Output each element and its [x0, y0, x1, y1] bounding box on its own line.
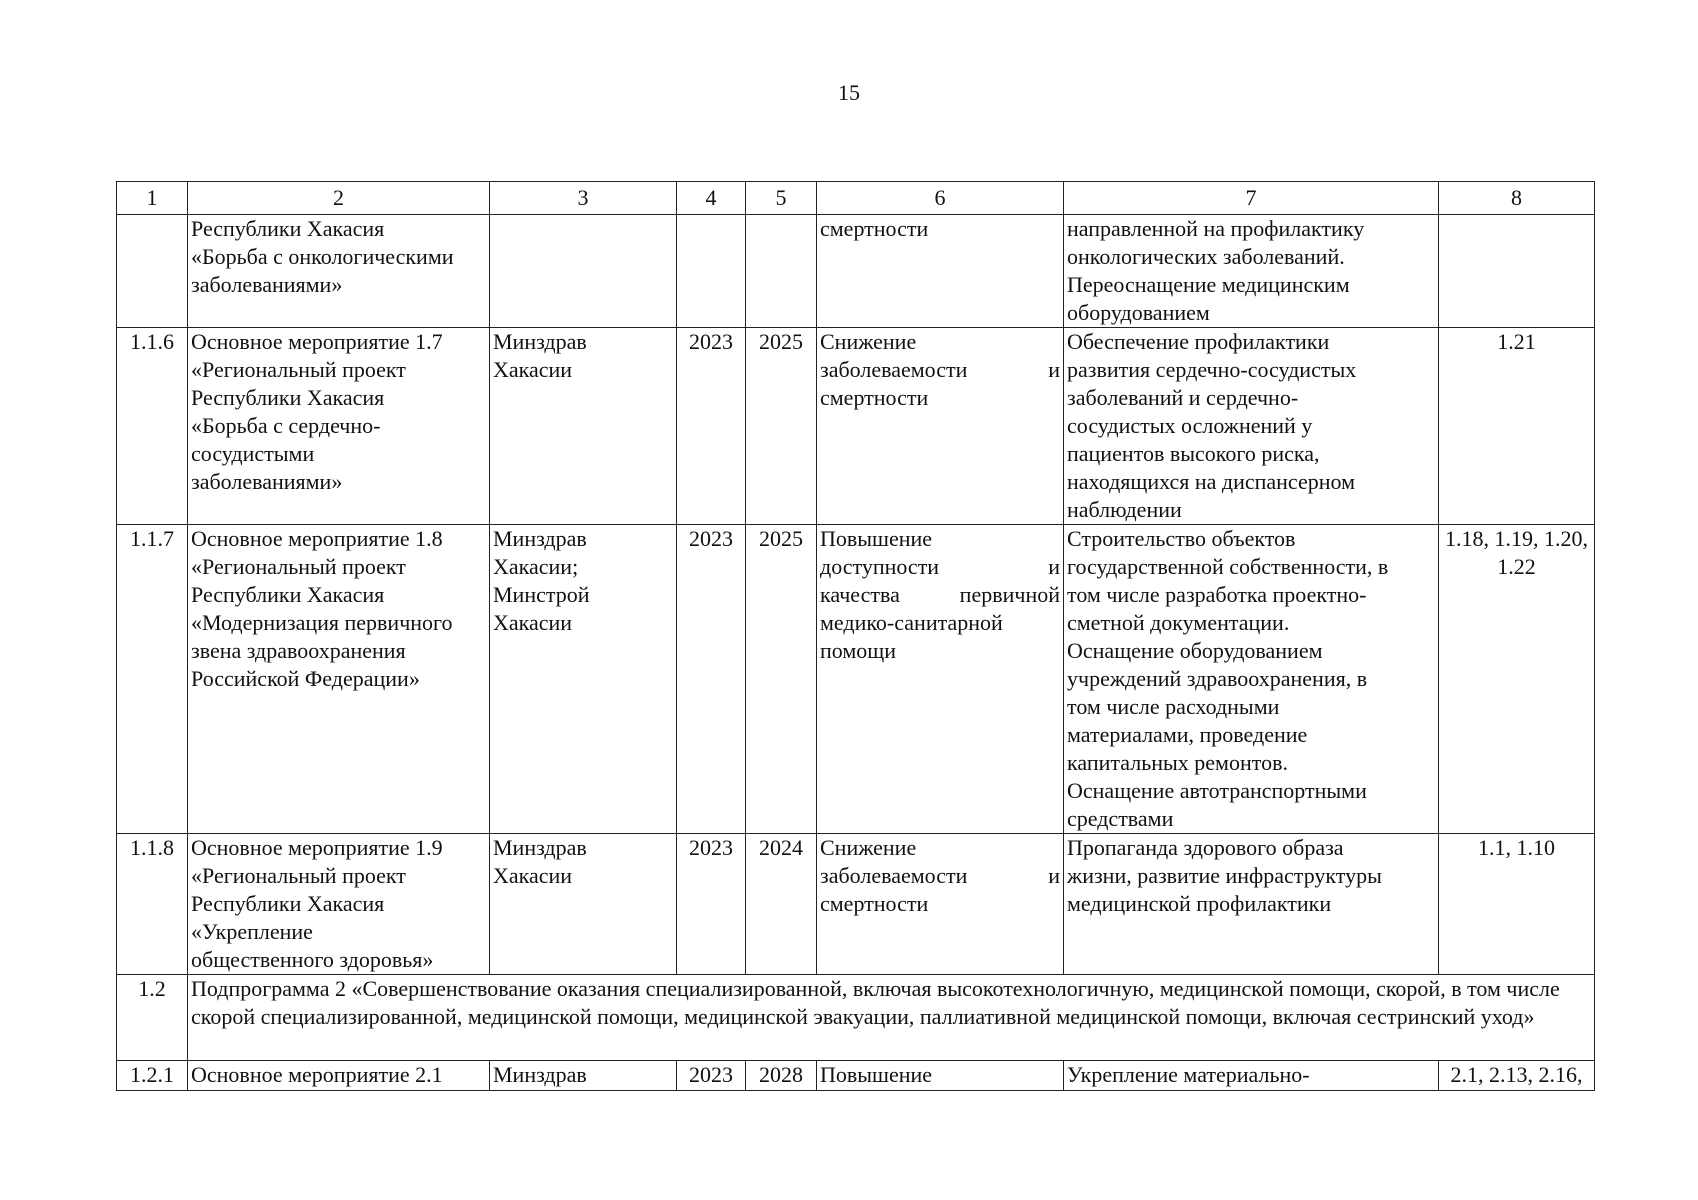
- cell-line: направленной на профилактику: [1067, 216, 1365, 241]
- cell-line: государственной собственности, в: [1067, 554, 1389, 579]
- cell-line: Переоснащение медицинским: [1067, 272, 1350, 297]
- cell-line: Основное мероприятие 1.9: [191, 835, 443, 860]
- end-year: 2024: [746, 834, 817, 975]
- row-number: 1.1.7: [117, 525, 188, 834]
- column-header: 6: [817, 182, 1064, 215]
- end-year: 2025: [746, 525, 817, 834]
- measure-name: [188, 215, 490, 328]
- cell-line: медицинской профилактики: [1067, 891, 1332, 916]
- expected-goal: [817, 215, 1064, 328]
- cell-line: Снижение: [820, 835, 917, 860]
- cell-line: пациентов высокого риска,: [1067, 441, 1320, 466]
- cell-line: сметной документации.: [1067, 610, 1290, 635]
- cell-line: «Борьба с онкологическими: [191, 244, 454, 269]
- result-description: [1064, 328, 1439, 525]
- result-description: [1064, 834, 1439, 975]
- result-description: [1064, 525, 1439, 834]
- cell-line: общественного здоровья»: [191, 947, 434, 972]
- indicator-numbers: 1.1, 1.10: [1439, 834, 1595, 975]
- header-row: [117, 182, 1595, 215]
- cell-line: Оснащение автотранспортными: [1067, 778, 1367, 803]
- table-row: [117, 525, 1595, 834]
- end-year: 2028: [746, 1061, 817, 1091]
- cell-line: Основное мероприятие 1.7: [191, 329, 443, 354]
- cell-line: Хакасии;: [493, 554, 579, 579]
- executor: [490, 525, 677, 834]
- cell-line: «Укрепление: [191, 919, 313, 944]
- indicator-numbers: 2.1, 2.13, 2.16,: [1439, 1061, 1595, 1091]
- start-year: 2023: [677, 328, 746, 525]
- cell-line: Республики Хакасия: [191, 891, 385, 916]
- executor: [490, 834, 677, 975]
- cell-line: Республики Хакасия: [191, 385, 385, 410]
- column-header: 7: [1064, 182, 1439, 215]
- column-header: 2: [188, 182, 490, 215]
- cell-line: Хакасии: [493, 863, 573, 888]
- table-row: [117, 1061, 1595, 1091]
- cell-line: находящихся на диспансерном: [1067, 469, 1355, 494]
- cell-line: Оснащение оборудованием: [1067, 638, 1323, 663]
- row-number: 1.1.8: [117, 834, 188, 975]
- cell-line: смертности: [820, 385, 929, 410]
- indicator-numbers: 1.18, 1.19, 1.20, 1.22: [1439, 525, 1595, 834]
- indicator-numbers: 1.21: [1439, 328, 1595, 525]
- cell-line: заболеваниями»: [191, 469, 343, 494]
- cell-line: сосудистыми: [191, 441, 315, 466]
- cell-line: смертности: [820, 216, 929, 241]
- cell-line: Республики Хакасия: [191, 216, 385, 241]
- cell-line: Республики Хакасия: [191, 582, 385, 607]
- cell-line: «Модернизация первичного: [191, 610, 453, 635]
- column-header: 3: [490, 182, 677, 215]
- cell-line: заболеваемости и: [820, 863, 1060, 888]
- cell-line: Минстрой: [493, 582, 590, 607]
- executor: [490, 328, 677, 525]
- table-row: [117, 328, 1595, 525]
- column-header: 1: [117, 182, 188, 215]
- end-year: 2025: [746, 328, 817, 525]
- executor: Минздрав: [490, 1061, 677, 1091]
- row-number: 1.1.6: [117, 328, 188, 525]
- cell-line: «Региональный проект: [191, 554, 406, 579]
- start-year: 2023: [677, 1061, 746, 1091]
- indicator-numbers: [1439, 215, 1595, 328]
- column-header: 8: [1439, 182, 1595, 215]
- cell-line: Обеспечение профилактики: [1067, 329, 1330, 354]
- cell-line: качества первичной: [820, 582, 1060, 607]
- measure-name: Основное мероприятие 2.1: [188, 1061, 490, 1091]
- subprogram-title: Подпрограмма 2 «Совершенствование оказания специализированной, включая высокотехнологичную, медицинской помощи, скорой, в том числе скорой специализированной, медицинской помощи, медицинской эвакуации, паллиативной медицинской помощи, включая сестринский уход»: [188, 975, 1595, 1061]
- row-number: [117, 215, 188, 328]
- page-number: 15: [838, 80, 860, 105]
- expected-goal: Повышение: [817, 1061, 1064, 1091]
- cell-line: «Борьба с сердечно-: [191, 413, 381, 438]
- table-row: [117, 834, 1595, 975]
- start-year: 2023: [677, 525, 746, 834]
- cell-line: Пропаганда здорового образа: [1067, 835, 1344, 860]
- measures-table: [116, 181, 1595, 1091]
- cell-line: «Региональный проект: [191, 357, 406, 382]
- subprogram-number: 1.2: [117, 975, 188, 1061]
- cell-line: онкологических заболеваний.: [1067, 244, 1345, 269]
- cell-line: Российской Федерации»: [191, 666, 420, 691]
- cell-line: помощи: [820, 638, 896, 663]
- cell-line: заболеваниями»: [191, 272, 343, 297]
- start-year: [677, 215, 746, 328]
- result-description: Укрепление материально-: [1064, 1061, 1439, 1091]
- cell-line: Минздрав: [493, 329, 587, 354]
- cell-line: Хакасии: [493, 357, 573, 382]
- cell-line: Строительство объектов: [1067, 526, 1296, 551]
- cell-line: развития сердечно-сосудистых: [1067, 357, 1357, 382]
- measure-name: [188, 834, 490, 975]
- cell-line: заболеваемости и: [820, 357, 1060, 382]
- measure-name: [188, 328, 490, 525]
- expected-goal: [817, 834, 1064, 975]
- cell-line: заболеваний и сердечно-: [1067, 385, 1299, 410]
- executor: [490, 215, 677, 328]
- cell-line: капитальных ремонтов.: [1067, 750, 1288, 775]
- cell-line: Повышение: [820, 526, 933, 551]
- cell-line: том числе разработка проектно-: [1067, 582, 1367, 607]
- cell-line: средствами: [1067, 806, 1174, 831]
- cell-line: жизни, развитие инфраструктуры: [1067, 863, 1382, 888]
- subprogram-row: [117, 975, 1595, 1061]
- table-row: [117, 215, 1595, 328]
- expected-goal: [817, 328, 1064, 525]
- cell-line: медико-санитарной: [820, 610, 1003, 635]
- cell-line: Хакасии: [493, 610, 573, 635]
- cell-line: «Региональный проект: [191, 863, 406, 888]
- cell-line: доступности и: [820, 554, 1060, 579]
- cell-line: смертности: [820, 891, 929, 916]
- row-number: 1.2.1: [117, 1061, 188, 1091]
- cell-line: Основное мероприятие 1.8: [191, 526, 443, 551]
- start-year: 2023: [677, 834, 746, 975]
- cell-line: оборудованием: [1067, 300, 1210, 325]
- end-year: [746, 215, 817, 328]
- measure-name: [188, 525, 490, 834]
- cell-line: учреждений здравоохранения, в: [1067, 666, 1368, 691]
- cell-line: звена здравоохранения: [191, 638, 406, 663]
- result-description: [1064, 215, 1439, 328]
- cell-line: том числе расходными: [1067, 694, 1280, 719]
- column-header: 5: [746, 182, 817, 215]
- column-header: 4: [677, 182, 746, 215]
- cell-line: Минздрав: [493, 526, 587, 551]
- cell-line: Минздрав: [493, 835, 587, 860]
- cell-line: материалами, проведение: [1067, 722, 1308, 747]
- cell-line: сосудистых осложнений у: [1067, 413, 1313, 438]
- cell-line: Снижение: [820, 329, 917, 354]
- cell-line: наблюдении: [1067, 497, 1182, 522]
- expected-goal: [817, 525, 1064, 834]
